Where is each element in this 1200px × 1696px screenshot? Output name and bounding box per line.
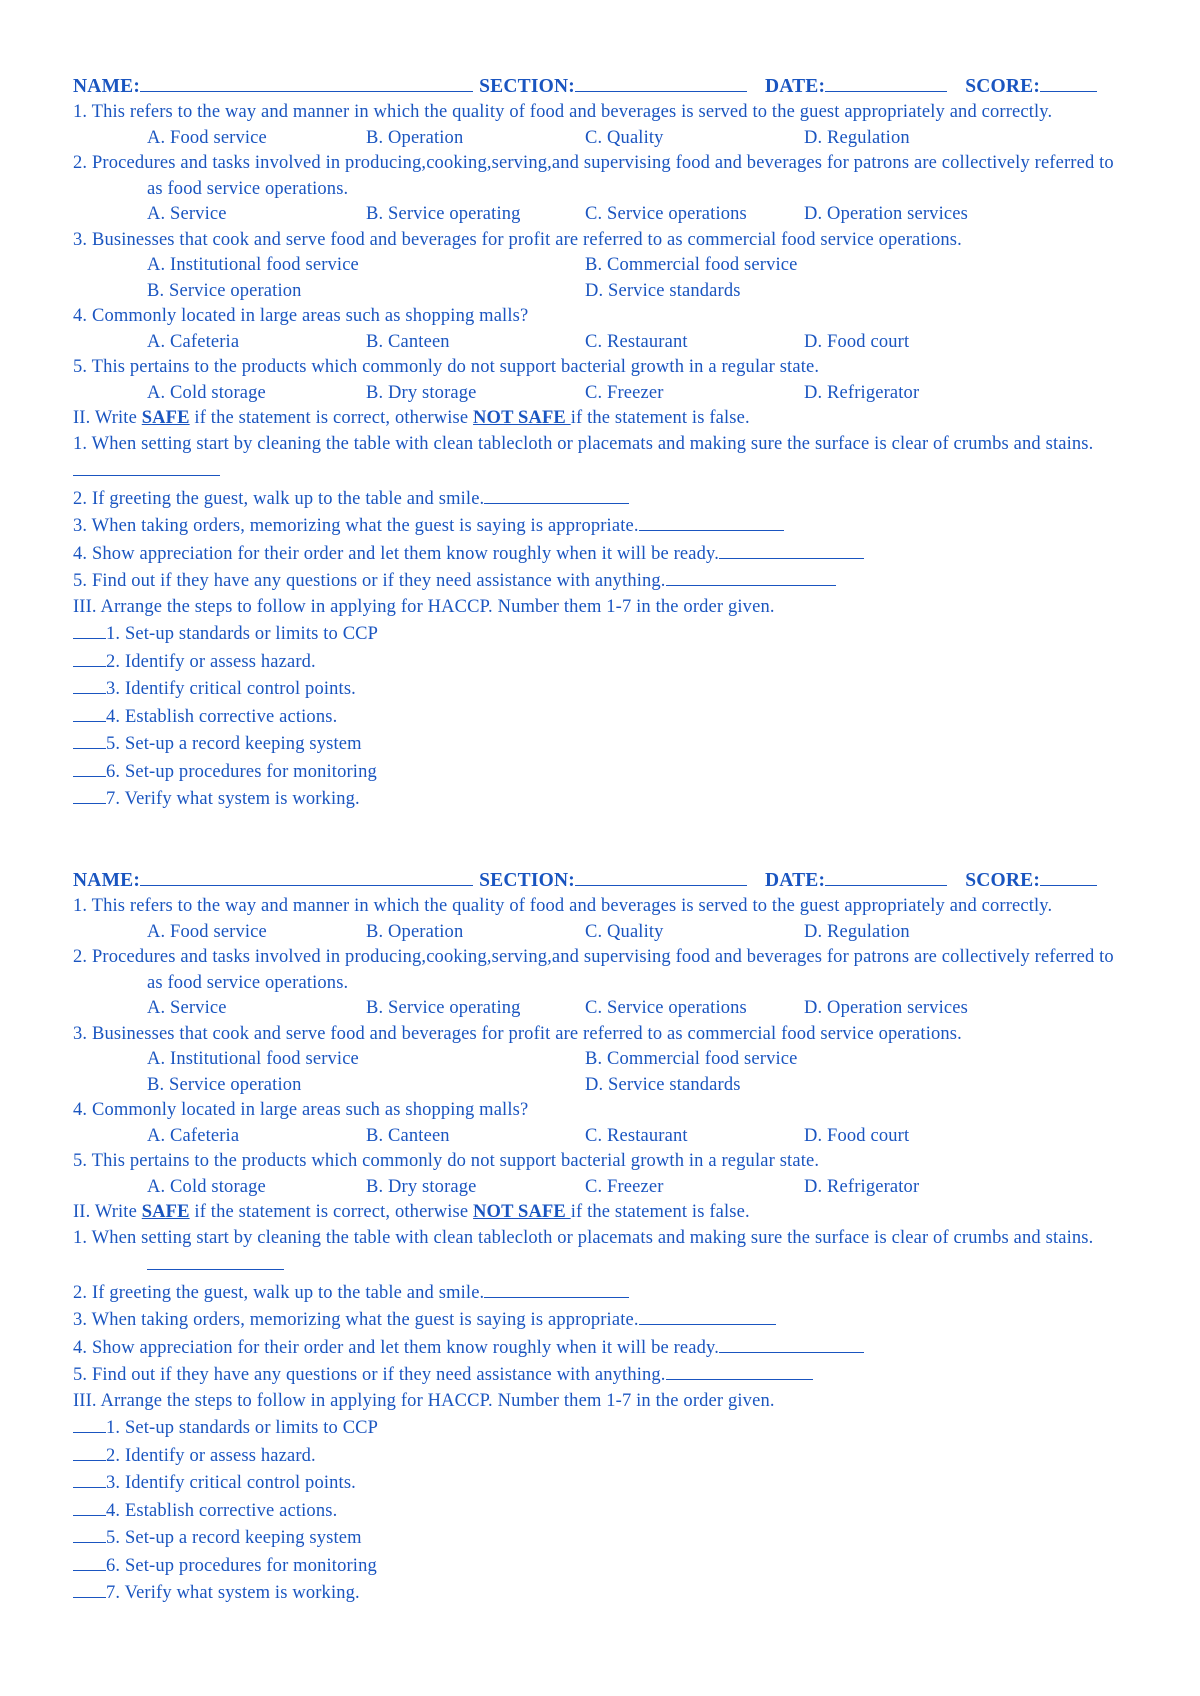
answer-blank[interactable] (484, 485, 629, 504)
question-5-choices (73, 1175, 1133, 1201)
step-text: 6. Set-up procedures for monitoring (106, 761, 377, 782)
question-4-choices (73, 1124, 1133, 1150)
step-text: 3. Identify critical control points. (106, 1473, 356, 1493)
answer-blank[interactable] (484, 1279, 629, 1298)
section-blank[interactable] (575, 72, 747, 92)
step-text: 5. Set-up a record keeping system (106, 734, 362, 754)
choice-d[interactable]: D. Service standards (585, 1074, 741, 1095)
question-3-choices-row-2 (73, 279, 1133, 305)
step-text: 2. Identify or assess hazard. (106, 1445, 316, 1466)
statement-text: 3. When taking orders, memorizing what the guest is saying is appropriate. (73, 516, 639, 536)
step-text: 2. Identify or assess hazard. (106, 651, 316, 672)
question-2: 2. Procedures and tasks involved in producing,cooking,serving,and supervising food and beverages for patrons are collectively referred to as food service operations. (73, 153, 1114, 199)
step-2 (73, 648, 1133, 676)
choice-d[interactable]: D. Operation services (804, 998, 968, 1018)
answer-blank[interactable] (719, 540, 864, 559)
choice-b[interactable]: B. Canteen (366, 1125, 450, 1146)
step-text: 6. Set-up procedures for monitoring (106, 1555, 377, 1576)
instruction-text: if the statement is correct, otherwise (189, 1202, 474, 1222)
statement-3 (73, 1306, 1133, 1334)
step-text: 4. Establish corrective actions. (106, 706, 338, 727)
step-number-blank[interactable] (73, 620, 106, 639)
section-blank[interactable] (575, 866, 747, 886)
statement-4 (73, 1334, 1133, 1362)
step-number-blank[interactable] (73, 1497, 106, 1516)
not-safe-keyword: NOT SAFE (473, 408, 571, 428)
choice-d[interactable]: D. Operation services (804, 204, 968, 224)
question-4: 4. Commonly located in large areas such as shopping malls? (73, 306, 529, 326)
date-label: DATE: (764, 76, 826, 97)
step-number-blank[interactable] (73, 675, 106, 694)
choice-d[interactable]: D. Regulation (804, 127, 910, 148)
question-1: 1. This refers to the way and manner in which the quality of food and beverages is served to the guest appropriately and correctly. (73, 896, 1053, 916)
student-info-header (73, 866, 1133, 894)
name-blank[interactable] (140, 72, 473, 92)
score-label: SCORE: (965, 870, 1041, 891)
step-text: 4. Establish corrective actions. (106, 1500, 338, 1521)
statement-text: 1. When setting start by cleaning the table with clean tablecloth or placemats and making sure the surface is clear of crumbs and stains. (73, 433, 1094, 454)
choice-a[interactable]: A. Cafeteria (147, 1125, 240, 1146)
part-3-instruction: III. Arrange the steps to follow in applying for HACCP. Number them 1-7 in the order given. (73, 596, 775, 617)
choice-d[interactable]: D. Refrigerator (804, 382, 920, 403)
question-2: 2. Procedures and tasks involved in producing,cooking,serving,and supervising food and beverages for patrons are collectively referred to as food service operations. (73, 947, 1114, 993)
question-1-choices (73, 920, 1133, 946)
student-info-header (73, 72, 1133, 100)
choice-c[interactable]: C. Quality (585, 921, 664, 942)
choice-b[interactable]: B. Service operating (366, 204, 521, 224)
choice-b[interactable]: B. Commercial food service (585, 1049, 798, 1069)
name-blank[interactable] (140, 866, 473, 886)
statement-1 (73, 432, 1133, 485)
step-5 (73, 730, 1133, 758)
answer-blank[interactable] (666, 567, 836, 586)
step-4 (73, 703, 1133, 731)
question-3: 3. Businesses that cook and serve food and beverages for profit are referred to as commercial food service operations. (73, 1023, 962, 1044)
statement-3 (73, 512, 1133, 540)
choice-c[interactable]: C. Service operations (585, 204, 747, 224)
choice-a[interactable]: A. Institutional food service (147, 1049, 359, 1069)
step-number-blank[interactable] (73, 1579, 106, 1598)
safe-keyword: SAFE (141, 1202, 190, 1222)
answer-blank[interactable] (73, 457, 220, 476)
choice-c[interactable]: C. Freezer (585, 382, 664, 403)
choice-a[interactable]: A. Cold storage (147, 1176, 266, 1197)
step-7 (73, 785, 1133, 813)
step-number-blank[interactable] (73, 1414, 106, 1433)
step-3 (73, 1469, 1133, 1497)
question-3-choices-row-1 (73, 253, 1133, 279)
statement-text: 4. Show appreciation for their order and let them know roughly when it will be ready. (73, 1337, 720, 1358)
statement-5 (73, 567, 1133, 595)
score-blank[interactable] (1040, 866, 1097, 886)
date-label: DATE: (764, 870, 826, 891)
step-text: 1. Set-up standards or limits to CCP (106, 1418, 379, 1438)
safe-keyword: SAFE (141, 408, 190, 428)
statement-2 (73, 485, 1133, 513)
instruction-text: if the statement is false. (570, 1202, 750, 1222)
statement-text: 1. When setting start by cleaning the table with clean tablecloth or placemats and making sure the surface is clear of crumbs and stains. (73, 1227, 1094, 1248)
name-label: NAME: (73, 76, 141, 97)
question-1-choices (73, 126, 1133, 152)
part-2-instruction (73, 1200, 1133, 1226)
choice-c[interactable]: C. Service operations (585, 998, 747, 1018)
choice-d[interactable]: D. Food court (804, 331, 910, 352)
choice-d[interactable]: D. Regulation (804, 921, 910, 942)
step-7 (73, 1579, 1133, 1607)
answer-blank[interactable] (666, 1361, 813, 1380)
section-label: SECTION: (479, 76, 575, 97)
step-1 (73, 1414, 1133, 1442)
question-4-choices (73, 330, 1133, 356)
date-blank[interactable] (825, 72, 947, 92)
answer-blank[interactable] (639, 1306, 776, 1325)
not-safe-keyword: NOT SAFE (473, 1202, 571, 1222)
choice-b[interactable]: B. Service operating (366, 998, 521, 1018)
step-number-blank[interactable] (73, 730, 106, 749)
statement-text: 3. When taking orders, memorizing what the guest is saying is appropriate. (73, 1310, 639, 1330)
choice-b[interactable]: B. Dry storage (366, 1176, 477, 1197)
statement-5 (73, 1361, 1133, 1389)
choice-c[interactable]: C. Restaurant (585, 331, 688, 352)
step-number-blank[interactable] (73, 758, 106, 777)
choice-a[interactable]: A. Cold storage (147, 382, 266, 403)
step-text: 7. Verify what system is working. (106, 789, 360, 809)
step-number-blank[interactable] (73, 1469, 106, 1488)
step-number-blank[interactable] (73, 1552, 106, 1571)
step-number-blank[interactable] (73, 648, 106, 667)
step-text: 3. Identify critical control points. (106, 679, 356, 699)
instruction-text: if the statement is false. (570, 408, 750, 428)
choice-d[interactable]: D. Food court (804, 1125, 910, 1146)
step-6 (73, 758, 1133, 786)
choice-b[interactable]: B. Commercial food service (585, 255, 798, 275)
statement-text: 5. Find out if they have any questions or if they need assistance with anything. (73, 571, 666, 591)
choice-c[interactable]: C. Quality (585, 127, 664, 148)
step-1 (73, 620, 1133, 648)
question-4: 4. Commonly located in large areas such as shopping malls? (73, 1100, 529, 1120)
part-2-instruction (73, 406, 1133, 432)
step-4 (73, 1497, 1133, 1525)
score-label: SCORE: (965, 76, 1041, 97)
statement-1 (73, 1226, 1133, 1279)
choice-b-alt[interactable]: B. Service operation (147, 1074, 302, 1095)
choice-c[interactable]: C. Restaurant (585, 1125, 688, 1146)
statement-4 (73, 540, 1133, 568)
answer-blank[interactable] (147, 1251, 284, 1270)
question-5-choices (73, 381, 1133, 407)
step-5 (73, 1524, 1133, 1552)
choice-b-alt[interactable]: B. Service operation (147, 280, 302, 301)
instruction-text: II. Write (73, 408, 142, 428)
score-blank[interactable] (1040, 72, 1097, 92)
name-label: NAME: (73, 870, 141, 891)
statement-text: 5. Find out if they have any questions or if they need assistance with anything. (73, 1365, 666, 1385)
step-number-blank[interactable] (73, 1442, 106, 1461)
choice-b[interactable]: B. Dry storage (366, 382, 477, 403)
choice-b[interactable]: B. Operation (366, 127, 464, 148)
date-blank[interactable] (825, 866, 947, 886)
step-number-blank[interactable] (73, 703, 106, 722)
question-2-choices (73, 202, 1133, 228)
step-number-blank[interactable] (73, 1524, 106, 1543)
step-number-blank[interactable] (73, 785, 106, 804)
step-text: 7. Verify what system is working. (106, 1583, 360, 1603)
answer-blank[interactable] (639, 512, 784, 531)
question-3-choices-row-2 (73, 1073, 1133, 1099)
step-3 (73, 675, 1133, 703)
section-label: SECTION: (479, 870, 575, 891)
answer-blank[interactable] (719, 1334, 864, 1353)
statement-2 (73, 1279, 1133, 1307)
choice-d[interactable]: D. Service standards (585, 280, 741, 301)
statement-text: 4. Show appreciation for their order and let them know roughly when it will be ready. (73, 543, 720, 564)
part-3-instruction: III. Arrange the steps to follow in applying for HACCP. Number them 1-7 in the order given. (73, 1390, 775, 1411)
statement-text: 2. If greeting the guest, walk up to the table and smile. (73, 488, 485, 509)
instruction-text: if the statement is correct, otherwise (189, 408, 474, 428)
step-2 (73, 1442, 1133, 1470)
choice-a[interactable]: A. Food service (147, 127, 267, 148)
choice-a[interactable]: A. Service (147, 204, 227, 224)
choice-c[interactable]: C. Freezer (585, 1176, 664, 1197)
choice-b[interactable]: B. Canteen (366, 331, 450, 352)
choice-a[interactable]: A. Cafeteria (147, 331, 240, 352)
question-5: 5. This pertains to the products which commonly do not support bacterial growth in a regular state. (73, 357, 820, 377)
question-3-choices-row-1 (73, 1047, 1133, 1073)
question-3: 3. Businesses that cook and serve food and beverages for profit are referred to as commercial food service operations. (73, 229, 962, 250)
question-5: 5. This pertains to the products which commonly do not support bacterial growth in a regular state. (73, 1151, 820, 1171)
question-2-choices (73, 996, 1133, 1022)
quiz-sheet-1 (73, 72, 1133, 813)
statement-text: 2. If greeting the guest, walk up to the table and smile. (73, 1282, 485, 1303)
step-text: 5. Set-up a record keeping system (106, 1528, 362, 1548)
choice-b[interactable]: B. Operation (366, 921, 464, 942)
choice-a[interactable]: A. Institutional food service (147, 255, 359, 275)
choice-a[interactable]: A. Food service (147, 921, 267, 942)
step-6 (73, 1552, 1133, 1580)
question-1: 1. This refers to the way and manner in which the quality of food and beverages is served to the guest appropriately and correctly. (73, 102, 1053, 122)
step-text: 1. Set-up standards or limits to CCP (106, 624, 379, 644)
choice-a[interactable]: A. Service (147, 998, 227, 1018)
quiz-sheet-2 (73, 866, 1133, 1607)
choice-d[interactable]: D. Refrigerator (804, 1176, 920, 1197)
instruction-text: II. Write (73, 1202, 142, 1222)
